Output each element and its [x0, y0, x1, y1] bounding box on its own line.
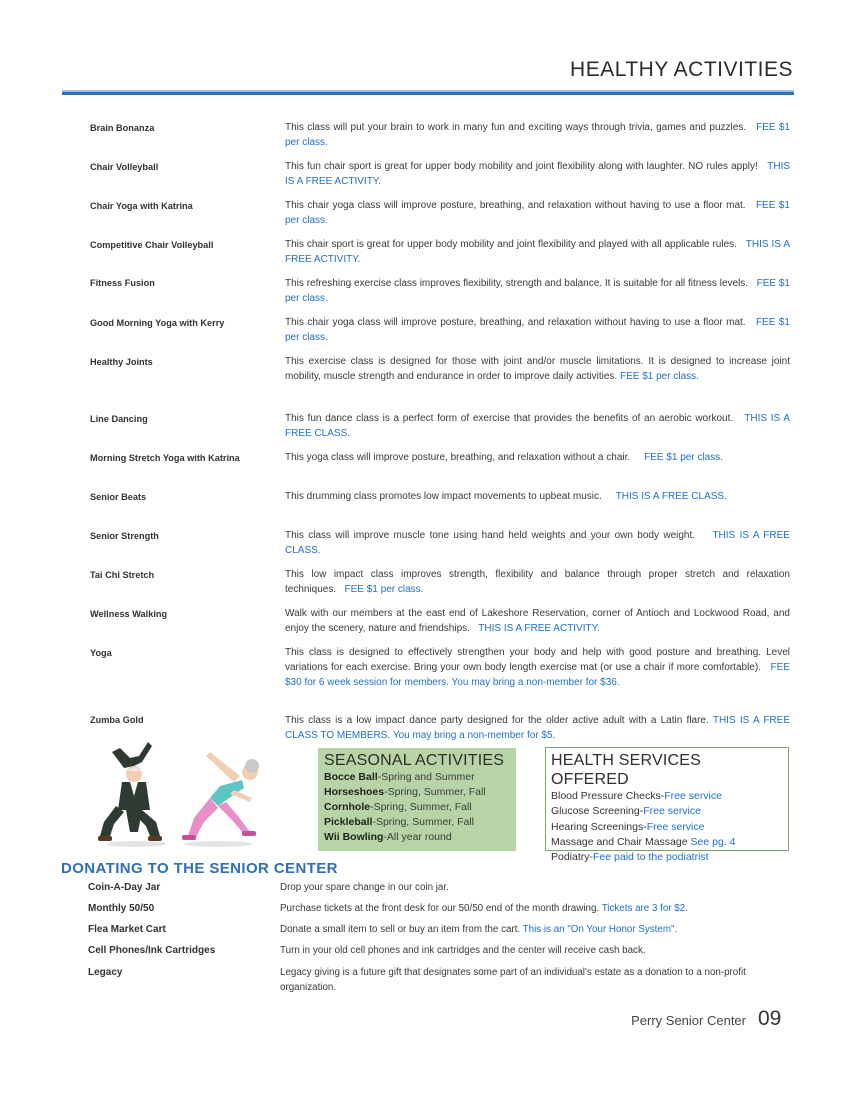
activity-fee: THIS IS A FREE CLASS TO MEMBERS. You may bring a non-member for $5. — [285, 715, 790, 741]
donation-description: Legacy giving is a future gift that designates some part of an individual's estate as a donation to a non-profit organization. — [280, 967, 746, 993]
senior-man-figure — [98, 742, 166, 847]
activity-name: Tai Chi Stretch — [90, 570, 155, 580]
health-services-title: HEALTH SERVICES OFFERED — [551, 752, 702, 788]
activity-fee: THIS IS A FREE CLASS. — [285, 530, 790, 556]
health-service-item: Glucose Screening-Free service — [551, 805, 701, 818]
activity-fee: THIS IS A FREE ACTIVITY. — [285, 239, 790, 265]
activity-name: Senior Beats — [90, 492, 147, 502]
donation-name: Flea Market Cart — [88, 924, 166, 935]
donating-section-title: DONATING TO THE SENIOR CENTER — [61, 860, 338, 877]
donation-description: Donate a small item to sell or buy an item from the cart. This is an "On Your Honor System". — [280, 924, 678, 935]
donation-name: Coin-A-Day Jar — [88, 882, 161, 893]
activity-fee: FEE $1 per class. — [285, 122, 790, 148]
activity-description: This class is designed to effectively strengthen your body and help with good posture and breathing. Level variations for each exercise. Bring your own body length exercise mat (or use a chair if more comfortable). FEE $30 for 6 week session for members. You may bring a non-member for $36. — [285, 647, 790, 688]
donation-name: Cell Phones/Ink Cartridges — [88, 945, 216, 956]
activity-description: This yoga class will improve posture, breathing, and relaxation without a chair. FEE $1 per class. — [285, 452, 724, 463]
activity-name: Yoga — [90, 648, 112, 658]
seniors-exercising-illustration — [90, 736, 270, 848]
activity-description: This class will improve muscle tone using hand held weights and your own body weight. THIS IS A FREE CLASS. — [285, 530, 790, 556]
health-service-item: Podiatry-Fee paid to the podiatrist — [551, 851, 709, 864]
activity-name: Competitive Chair Volleyball — [90, 240, 214, 250]
activity-fee: FEE $1 per class. — [285, 200, 790, 226]
activity-description: This class will put your brain to work in many fun and exciting ways through trivia, games and puzzles. FEE $1 per class. — [285, 122, 790, 148]
activity-name: Fitness Fusion — [90, 278, 155, 288]
activity-description: This fun chair sport is great for upper body mobility and joint flexibility along with laughter. NO rules apply! THIS IS A FREE ACTIVITY. — [285, 161, 791, 187]
donation-name: Monthly 50/50 — [88, 903, 155, 914]
activity-name: Chair Yoga with Katrina — [90, 201, 193, 211]
activity-fee: FEE $30 for 6 week session for members. You may bring a non-member for $36. — [285, 662, 790, 688]
activity-name: Line Dancing — [90, 414, 148, 424]
seasonal-item: Pickleball-Spring, Summer, Fall — [324, 816, 474, 828]
donation-description: Drop your spare change in our coin jar. — [280, 882, 449, 893]
health-services-box — [545, 747, 789, 864]
activity-fee: FEE $1 per class. — [644, 452, 724, 463]
seasonal-item: Cornhole-Spring, Summer, Fall — [324, 801, 472, 813]
seasonal-title: SEASONAL ACTIVITIES — [324, 752, 505, 769]
activity-name: Brain Bonanza — [90, 123, 155, 133]
activity-description: This refreshing exercise class improves flexibility, strength and balance. It is suitable for all fitness levels. FEE $1 per class. — [285, 278, 790, 304]
activity-fee: THIS IS A FREE CLASS. — [615, 491, 727, 502]
donation-name: Legacy — [88, 967, 123, 978]
activity-fee: FEE $1 per class. — [619, 371, 699, 382]
page-title: HEALTHY ACTIVITIES — [570, 58, 793, 81]
activity-description: Walk with our members at the east end of Lakeshore Reservation, corner of Antioch and Lockwood Road, and enjoy the scenery, nature and friendships. THIS IS A FREE ACTIVITY. — [285, 608, 790, 634]
activity-fee: THIS IS A FREE CLASS. — [285, 413, 790, 439]
seasonal-activities-box — [318, 748, 516, 851]
seasonal-item: Wii Bowling-All year round — [324, 831, 452, 843]
activity-name: Zumba Gold — [90, 715, 144, 725]
activity-name: Chair Volleyball — [90, 162, 159, 172]
page-number: 09 — [758, 1007, 782, 1030]
activity-fee: THIS IS A FREE ACTIVITY. — [478, 623, 600, 634]
activity-name: Senior Strength — [90, 531, 159, 541]
activity-name: Wellness Walking — [90, 609, 168, 619]
donation-description: Turn in your old cell phones and ink cartridges and the center will receive cash back. — [280, 945, 646, 956]
activity-description: This fun dance class is a perfect form of exercise that provides the benefits of an aerobic workout. THIS IS A FREE CLASS. — [285, 413, 790, 439]
senior-woman-figure — [182, 752, 259, 847]
health-service-item: Blood Pressure Checks-Free service — [551, 790, 722, 802]
seasonal-item: Horseshoes-Spring, Summer, Fall — [324, 786, 486, 798]
donation-description: Purchase tickets at the front desk for our 50/50 end of the month drawing. Tickets are 3 for $2. — [280, 903, 688, 914]
health-service-item: Massage and Chair Massage See pg. 4 — [551, 835, 736, 848]
activity-name: Morning Stretch Yoga with Katrina — [90, 453, 240, 463]
activity-fee: FEE $1 per class. — [344, 584, 424, 595]
activity-description: This chair yoga class will improve posture, breathing, and relaxation without having to use a floor mat. FEE $1 per class. — [285, 200, 790, 226]
activity-fee: THIS IS A FREE ACTIVITY. — [285, 161, 791, 187]
activity-name: Good Morning Yoga with Kerry — [90, 318, 225, 328]
activity-fee: FEE $1 per class. — [285, 317, 790, 343]
seasonal-item: Bocce Ball-Spring and Summer — [324, 771, 475, 783]
activity-description: This class is a low impact dance party designed for the older active adult with a Latin flare. THIS IS A FREE CLASS TO MEMBERS. You may bring a non-member for $5. — [285, 715, 790, 741]
activity-description: This chair sport is great for upper body mobility and joint flexibility and played with all applicable rules. THIS IS A FREE ACTIVITY. — [285, 239, 790, 265]
footer-center-name: Perry Senior Center — [631, 1013, 746, 1028]
activity-description: This exercise class is designed for those with joint and/or muscle limitations. It is designed to increase joint mobility, muscle strength and endurance in order to improve daily activities. FEE $1 per class. — [285, 356, 790, 382]
title-rule — [62, 90, 794, 95]
activity-description: This drumming class promotes low impact movements to upbeat music. THIS IS A FREE CLASS. — [285, 491, 727, 502]
health-service-item: Hearing Screenings-Free service — [551, 820, 705, 833]
activity-name: Healthy Joints — [90, 357, 153, 367]
activity-fee: FEE $1 per class. — [285, 278, 790, 304]
activity-description: This low impact class improves strength, flexibility and balance through proper stretch and relaxation techniques. FEE $1 per class. — [285, 569, 790, 595]
activity-description: This chair yoga class will improve posture, breathing, and relaxation without having to use a floor mat. FEE $1 per class. — [285, 317, 790, 343]
